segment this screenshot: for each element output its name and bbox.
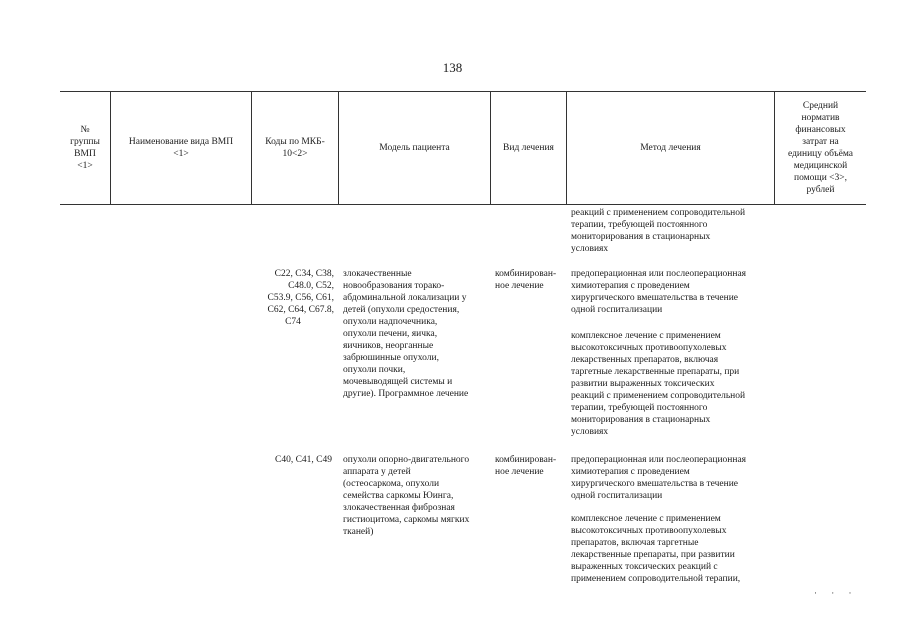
text-line: новообразования торако- [343, 281, 445, 291]
text-line: C53.9, C56, C61, [267, 293, 334, 303]
text-line: химиотерапия с проведением [571, 467, 690, 477]
text-line: опухоли надпочечника, [343, 317, 438, 327]
text-line: препаратов, включая таргетные [571, 538, 699, 548]
text-line: опухоли почки, [343, 365, 406, 375]
row-1-treatment-type [495, 268, 567, 292]
text-line: гистиоцитома, саркомы мягких [343, 515, 470, 525]
continuation-method-text [571, 207, 776, 255]
header-line: Модель пациента [379, 142, 450, 153]
header-bottom-border [60, 204, 866, 205]
row-2-method-1 [571, 454, 776, 502]
header-line: 10<2> [282, 148, 308, 159]
text-line: комбинирован- [495, 269, 557, 279]
text-line: опухоли печени, яичка, [343, 329, 438, 339]
text-line: ное лечение [495, 281, 544, 291]
header-line: № [80, 124, 90, 135]
text-line: мониторирования в стационарных [571, 232, 711, 242]
text-line: реакций с применением сопроводительной [571, 208, 746, 218]
header-group-number [60, 91, 110, 204]
text-line: предоперационная или послеоперационная [571, 455, 747, 465]
header-line: помощи <3>, [793, 172, 848, 183]
header-line: финансовых [795, 124, 846, 135]
header-line: группы [70, 136, 100, 147]
header-line: Вид лечения [503, 142, 554, 153]
header-line: Коды по МКБ- [265, 136, 325, 147]
text-line: C40, C41, C49 [274, 455, 332, 465]
text-line: аппарата у детей [343, 467, 411, 477]
text-line: реакций с применением сопроводительной [571, 391, 746, 401]
header-line: <1> [173, 148, 189, 159]
header-line: <1> [77, 160, 93, 171]
text-line: злокачественная фиброзная [343, 503, 455, 513]
text-line: лекарственные препараты, при развитии [571, 550, 735, 560]
text-line: одной госпитализации [571, 491, 663, 501]
header-line: рублей [806, 184, 835, 195]
text-line: абдоминальной локализации у [343, 293, 467, 303]
text-line: предоперационная или послеоперационная [571, 269, 747, 279]
row-1-method-2 [571, 330, 776, 438]
scan-artifact-dots: · · · [814, 588, 858, 598]
text-line: комплексное лечение с применением [571, 514, 721, 524]
text-line: C22, C34, C38, [274, 269, 334, 279]
text-line: мочевыводящей системы и [343, 377, 453, 387]
text-line: семейства саркомы Юинга, [343, 491, 454, 501]
text-line: развитии выраженных токсических [571, 379, 715, 389]
header-line: медицинской [793, 160, 848, 171]
text-line: C62, C64, C67.8, [267, 305, 334, 315]
header-vmp-name [111, 91, 251, 204]
text-line: ное лечение [495, 467, 544, 477]
text-line: хирургического вмешательства в течение [571, 479, 739, 489]
header-line: затрат на [802, 136, 839, 147]
header-line: Метод лечения [640, 142, 701, 153]
text-line: злокачественные [343, 269, 412, 279]
text-line: тканей) [343, 527, 374, 537]
text-line: комплексное лечение с применением [571, 331, 721, 341]
text-line: таргетные лекарственные препараты, при [571, 367, 740, 377]
text-line: одной госпитализации [571, 305, 663, 315]
text-line: опухоли опорно-двигательного [343, 455, 470, 465]
text-line: условиях [571, 244, 609, 254]
header-line: единицу объёма [787, 148, 854, 159]
header-icd-codes [252, 91, 338, 204]
text-line: химиотерапия с проведением [571, 281, 690, 291]
text-line: выраженных токсических реакций с [571, 562, 718, 572]
text-line: хирургического вмешательства в течение [571, 293, 739, 303]
header-line: норматив [801, 112, 840, 123]
text-line: применением сопроводительной терапии, [571, 574, 741, 584]
text-line: мониторирования в стационарных [571, 415, 711, 425]
text-line: C48.0, C52, [288, 281, 334, 291]
row-1-patient-model [343, 268, 493, 400]
row-2-patient-model [343, 454, 493, 538]
header-treatment-method [567, 91, 774, 204]
text-line: детей (опухоли средостения, [343, 305, 460, 315]
header-line: Средний [802, 100, 839, 111]
text-line: (остеосаркома, опухоли [343, 479, 440, 489]
header-line: ВМП [74, 148, 96, 159]
text-line: условиях [571, 427, 609, 437]
text-line: высокотоксичных противоопухолевых [571, 343, 727, 353]
row-1-icd-codes [252, 268, 334, 328]
header-patient-model [339, 91, 490, 204]
text-line: яичников, неорганные [343, 341, 434, 351]
header-avg-cost [775, 91, 866, 204]
text-line: терапии, требующей постоянного [571, 220, 708, 230]
row-2-treatment-type [495, 454, 567, 478]
text-line: терапии, требующей постоянного [571, 403, 708, 413]
page-number: 138 [442, 60, 463, 75]
text-line: C74 [285, 317, 301, 327]
header-treatment-type [491, 91, 566, 204]
row-1-method-1 [571, 268, 776, 316]
text-line: высокотоксичных противоопухолевых [571, 526, 727, 536]
text-line: лекарственных препаратов, включая [571, 355, 719, 365]
header-line: Наименование вида ВМП [128, 136, 234, 147]
row-2-method-2 [571, 513, 776, 585]
text-line: комбинирован- [495, 455, 557, 465]
text-line: забрюшинные опухоли, [343, 353, 439, 363]
row-2-icd-codes [252, 454, 332, 466]
text-line: другие). Программное лечение [343, 389, 469, 399]
